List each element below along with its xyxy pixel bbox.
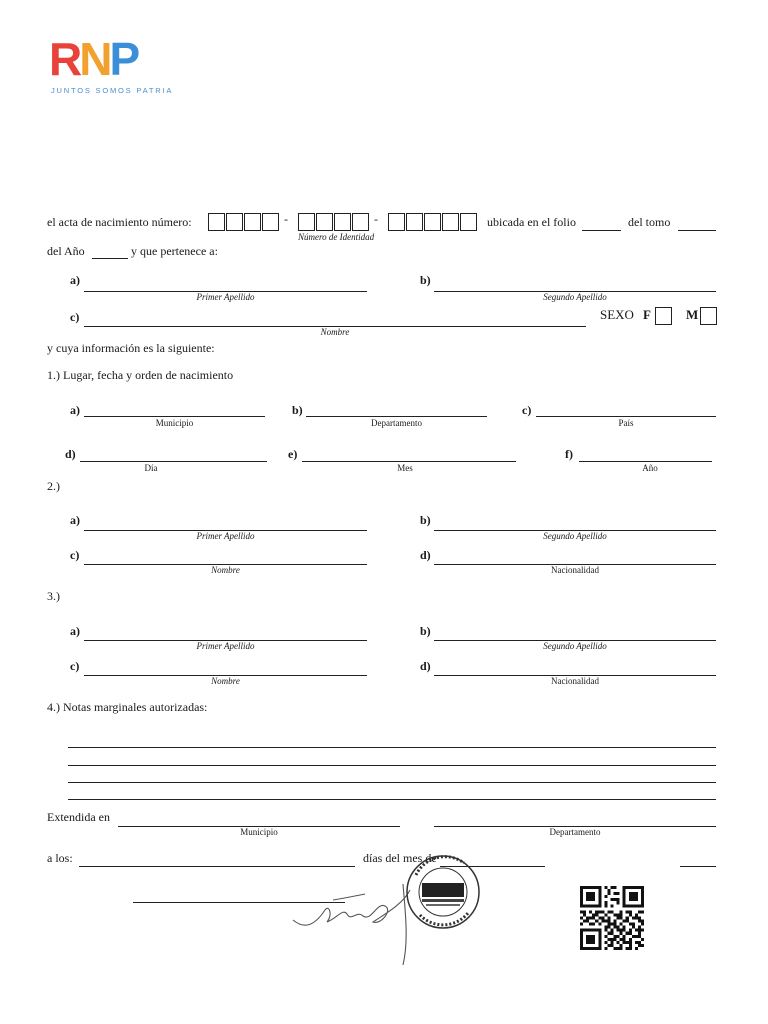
s3-first-surname-caption: Primer Apellido bbox=[196, 641, 255, 651]
sex-f-label: F bbox=[643, 307, 651, 322]
dia-field[interactable] bbox=[80, 461, 267, 462]
s2-d-label: d) bbox=[420, 548, 431, 562]
id-digit-box[interactable] bbox=[316, 213, 333, 231]
anio-field[interactable] bbox=[579, 461, 712, 462]
folio-field[interactable] bbox=[582, 230, 621, 231]
extended-label: Extendida en bbox=[47, 810, 110, 824]
municipio-field[interactable] bbox=[84, 416, 265, 417]
footer-departamento-caption: Departamento bbox=[549, 827, 601, 837]
info-label: y cuya información es la siguiente: bbox=[47, 341, 215, 355]
footer-municipio-caption: Municipio bbox=[240, 827, 278, 837]
id-digit-box[interactable] bbox=[406, 213, 423, 231]
id-digit-box[interactable] bbox=[334, 213, 351, 231]
sex-f-checkbox[interactable] bbox=[655, 307, 672, 325]
s3-b-label: b) bbox=[420, 624, 431, 638]
s2-a-label: a) bbox=[70, 513, 80, 527]
s1-e-label: e) bbox=[288, 447, 298, 461]
notes-line[interactable] bbox=[68, 782, 716, 783]
identity-caption: Número de Identidad bbox=[298, 232, 375, 242]
qr-code-icon bbox=[580, 886, 644, 950]
section1-title: 1.) Lugar, fecha y orden de nacimiento bbox=[47, 368, 234, 382]
year-field[interactable] bbox=[92, 258, 128, 259]
person-c-label: c) bbox=[70, 310, 80, 324]
s2-name-caption: Nombre bbox=[211, 565, 240, 575]
section3-title: 3.) bbox=[47, 589, 60, 603]
s2-c-label: c) bbox=[70, 548, 80, 562]
notes-line[interactable] bbox=[68, 765, 716, 766]
section4-title: 4.) Notas marginales autorizadas: bbox=[47, 700, 208, 714]
a-los-label: a los: bbox=[47, 851, 73, 865]
departamento-field[interactable] bbox=[306, 416, 487, 417]
notes-line[interactable] bbox=[68, 747, 716, 748]
id-digit-box[interactable] bbox=[442, 213, 459, 231]
sex-label: SEXO bbox=[600, 307, 634, 322]
municipio-caption: Municipio bbox=[155, 418, 194, 428]
tomo-field[interactable] bbox=[678, 230, 716, 231]
year-label: del Año bbox=[47, 244, 85, 258]
s1-d-label: d) bbox=[65, 447, 76, 461]
s3-c-label: c) bbox=[70, 659, 80, 673]
acta-label: el acta de nacimiento número: bbox=[47, 215, 192, 229]
id-digit-box[interactable] bbox=[226, 213, 243, 231]
person-a-label: a) bbox=[70, 273, 80, 287]
logo-letter-r: R bbox=[49, 33, 80, 85]
day-field[interactable] bbox=[79, 866, 355, 867]
dia-caption: Día bbox=[144, 463, 158, 473]
person-b-label: b) bbox=[420, 273, 431, 287]
departamento-caption: Departamento bbox=[371, 418, 422, 428]
s3-a-label: a) bbox=[70, 624, 80, 638]
logo-letter-p: P bbox=[109, 33, 138, 85]
s1-a-label: a) bbox=[70, 403, 80, 417]
id-digit-box[interactable] bbox=[460, 213, 477, 231]
id-separator: - bbox=[374, 212, 378, 226]
mes-field[interactable] bbox=[302, 461, 516, 462]
s3-name-caption: Nombre bbox=[211, 676, 240, 686]
footer-year-field[interactable] bbox=[680, 866, 716, 867]
id-digit-box[interactable] bbox=[244, 213, 261, 231]
sex-m-checkbox[interactable] bbox=[700, 307, 717, 325]
s2-first-surname-caption: Primer Apellido bbox=[196, 531, 255, 541]
notes-line[interactable] bbox=[68, 799, 716, 800]
pais-field[interactable] bbox=[536, 416, 716, 417]
anio-caption: Año bbox=[642, 463, 658, 473]
s3-second-surname-caption: Segundo Apellido bbox=[543, 641, 607, 651]
tomo-label: del tomo bbox=[628, 215, 671, 229]
folio-label: ubicada en el folio bbox=[487, 215, 576, 229]
dias-mes-label: días del mes de bbox=[363, 851, 437, 865]
first-surname-caption: Primer Apellido bbox=[196, 292, 255, 302]
s1-b-label: b) bbox=[292, 403, 303, 417]
id-digit-box[interactable] bbox=[262, 213, 279, 231]
mes-caption: Mes bbox=[397, 463, 413, 473]
s2-second-surname-caption: Segundo Apellido bbox=[543, 531, 607, 541]
s2-nationality-caption: Nacionalidad bbox=[551, 565, 599, 575]
sex-m-label: M bbox=[686, 307, 699, 322]
id-digit-box[interactable] bbox=[298, 213, 315, 231]
s1-c-label: c) bbox=[522, 403, 532, 417]
id-digit-box[interactable] bbox=[352, 213, 369, 231]
s1-f-label: f) bbox=[565, 447, 573, 461]
name-caption: Nombre bbox=[320, 327, 350, 337]
logo-letter-n: N bbox=[79, 33, 110, 85]
identity-number-boxes[interactable] bbox=[208, 213, 478, 233]
id-digit-box[interactable] bbox=[388, 213, 405, 231]
id-digit-box[interactable] bbox=[208, 213, 225, 231]
section2-title: 2.) bbox=[47, 479, 60, 493]
second-surname-caption: Segundo Apellido bbox=[543, 292, 607, 302]
belongs-label: y que pertenece a: bbox=[131, 244, 218, 258]
logo-tagline: JUNTOS SOMOS PATRIA bbox=[51, 86, 174, 95]
id-separator: - bbox=[284, 212, 288, 226]
pais-caption: País bbox=[618, 418, 634, 428]
s3-nationality-caption: Nacionalidad bbox=[551, 676, 599, 686]
s2-b-label: b) bbox=[420, 513, 431, 527]
s3-d-label: d) bbox=[420, 659, 431, 673]
official-seal bbox=[404, 853, 482, 931]
id-digit-box[interactable] bbox=[424, 213, 441, 231]
